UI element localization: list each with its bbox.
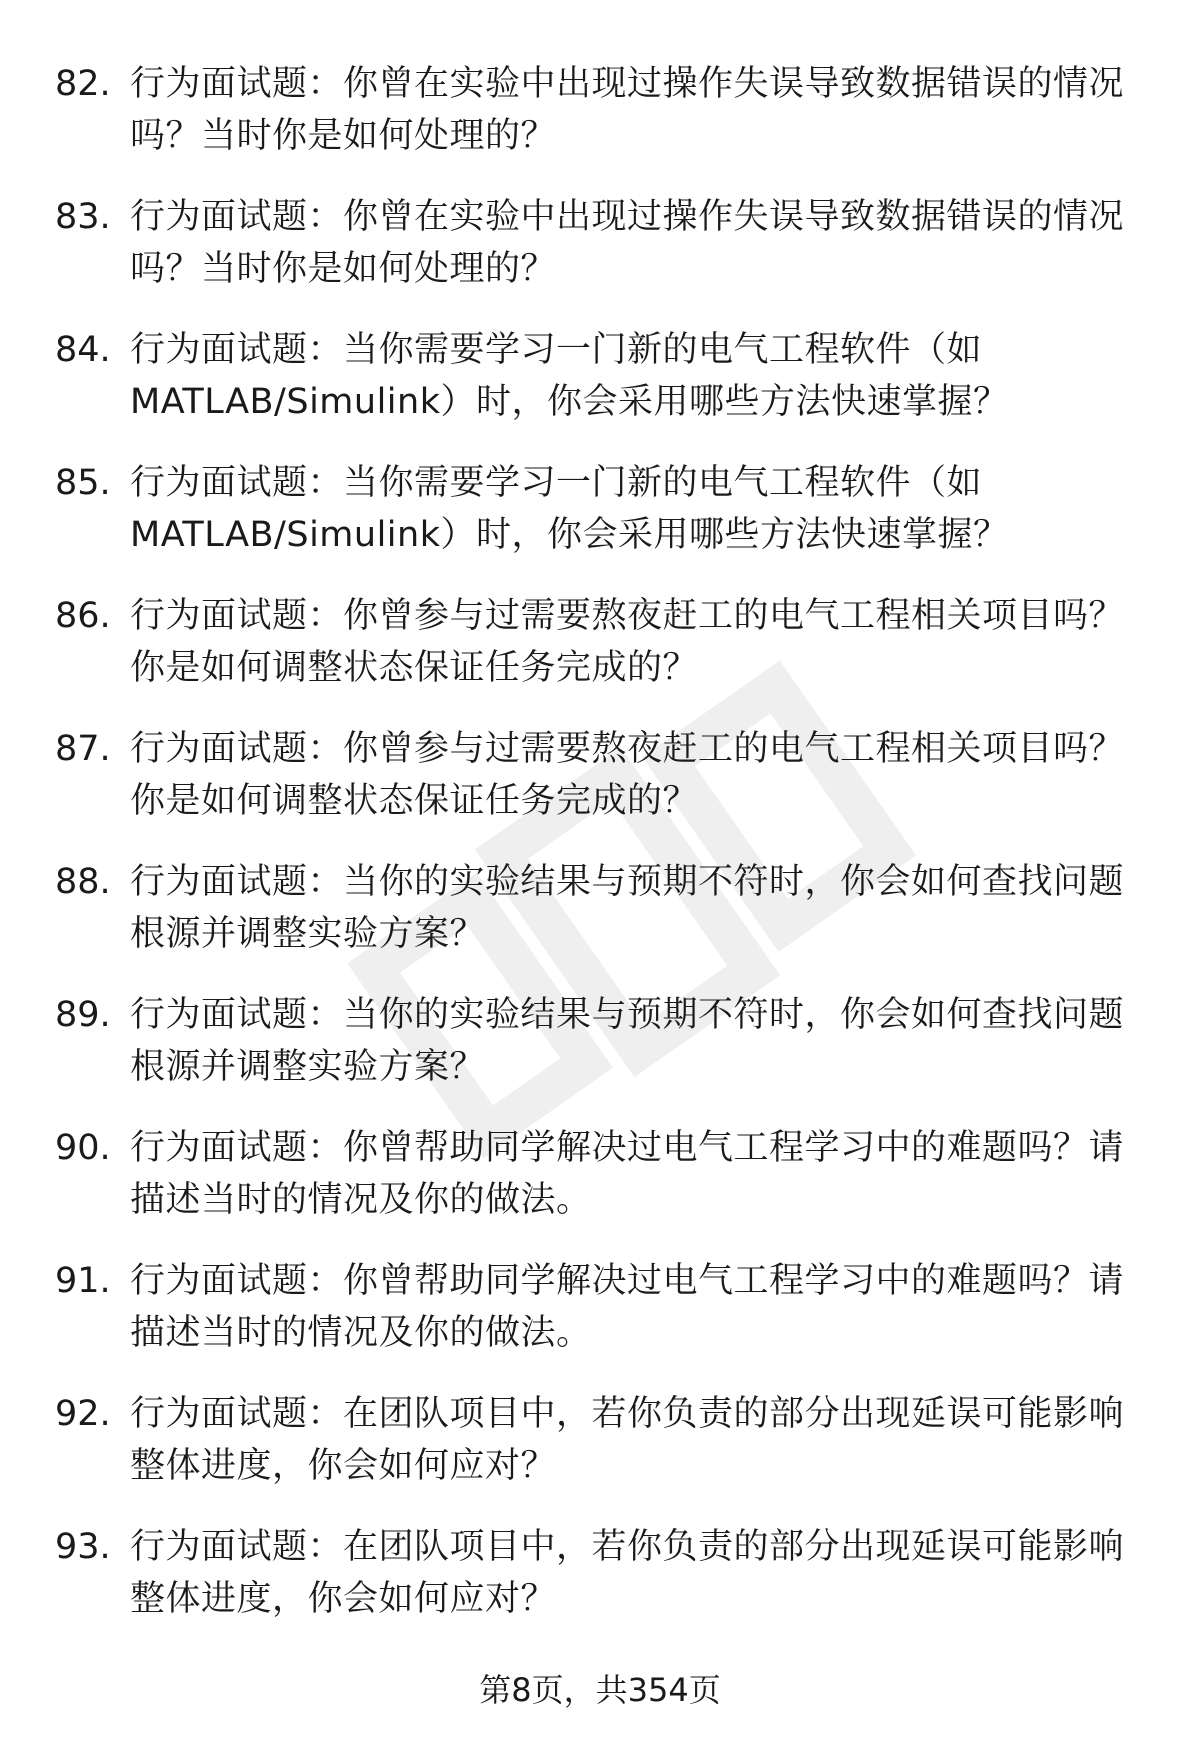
question-text: [130, 1388, 1140, 1492]
question-text-line: MATLAB/Simulink）时，你会采用哪些方法快速掌握？: [130, 515, 1009, 555]
question-number: 84.: [55, 330, 111, 370]
question-text: [130, 58, 1140, 162]
question-text-line: 行为面试题：当你的实验结果与预期不符时，你会如何查找问题: [130, 995, 1125, 1035]
question-item: [0, 58, 1200, 191]
question-text-line: 行为面试题：你曾参与过需要熬夜赶工的电气工程相关项目吗？: [130, 729, 1125, 769]
question-number: 86.: [55, 596, 111, 636]
question-item: [0, 590, 1200, 723]
question-number: 93.: [55, 1527, 111, 1567]
question-text: [130, 191, 1140, 295]
question-text-line: 你是如何调整状态保证任务完成的？: [130, 781, 699, 821]
question-text-line: 描述当时的情况及你的做法。: [130, 1313, 592, 1353]
question-number: 91.: [55, 1261, 111, 1301]
question-text: [130, 989, 1140, 1093]
question-item: [0, 1255, 1200, 1388]
question-item: [0, 324, 1200, 457]
question-number: 83.: [55, 197, 111, 237]
question-item: [0, 1521, 1200, 1654]
question-text-line: 行为面试题：你曾帮助同学解决过电气工程学习中的难题吗？请: [130, 1261, 1125, 1301]
question-number: 87.: [55, 729, 111, 769]
question-text: [130, 457, 1140, 561]
question-item: [0, 1122, 1200, 1255]
question-item: [0, 856, 1200, 989]
question-text-line: 行为面试题：你曾参与过需要熬夜赶工的电气工程相关项目吗？: [130, 596, 1125, 636]
question-number: 82.: [55, 64, 111, 104]
question-text: [130, 324, 1140, 428]
question-text: [130, 590, 1140, 694]
question-text: [130, 1255, 1140, 1359]
question-text-line: 根源并调整实验方案？: [130, 914, 486, 954]
question-text-line: 行为面试题：你曾在实验中出现过操作失误导致数据错误的情况: [130, 197, 1125, 237]
question-item: [0, 723, 1200, 856]
question-number: 90.: [55, 1128, 111, 1168]
question-item: [0, 457, 1200, 590]
question-text-line: 行为面试题：你曾在实验中出现过操作失误导致数据错误的情况: [130, 64, 1125, 104]
question-text-line: 行为面试题：你曾帮助同学解决过电气工程学习中的难题吗？请: [130, 1128, 1125, 1168]
question-text: [130, 723, 1140, 827]
question-text-line: 你是如何调整状态保证任务完成的？: [130, 648, 699, 688]
question-text: [130, 1521, 1140, 1625]
question-text-line: 行为面试题：当你的实验结果与预期不符时，你会如何查找问题: [130, 862, 1125, 902]
question-item: [0, 1388, 1200, 1521]
question-text-line: 描述当时的情况及你的做法。: [130, 1180, 592, 1220]
question-number: 92.: [55, 1394, 111, 1434]
question-text: [130, 856, 1140, 960]
question-list: [0, 58, 1200, 1654]
question-item: [0, 989, 1200, 1122]
page-footer: [0, 1668, 1200, 1712]
question-text-line: MATLAB/Simulink）时，你会采用哪些方法快速掌握？: [130, 382, 1009, 422]
question-text-line: 行为面试题：在团队项目中，若你负责的部分出现延误可能影响: [130, 1527, 1125, 1567]
question-text: [130, 1122, 1140, 1226]
question-text-line: 行为面试题：当你需要学习一门新的电气工程软件（如: [130, 463, 983, 503]
page-indicator: 第8页，共354页: [479, 1671, 721, 1709]
question-text-line: 行为面试题：在团队项目中，若你负责的部分出现延误可能影响: [130, 1394, 1125, 1434]
question-number: 89.: [55, 995, 111, 1035]
question-text-line: 整体进度，你会如何应对？: [130, 1579, 557, 1619]
question-text-line: 根源并调整实验方案？: [130, 1047, 486, 1087]
question-number: 85.: [55, 463, 111, 503]
question-text-line: 吗？当时你是如何处理的？: [130, 116, 557, 156]
question-text-line: 整体进度，你会如何应对？: [130, 1446, 557, 1486]
question-item: [0, 191, 1200, 324]
question-number: 88.: [55, 862, 111, 902]
question-text-line: 行为面试题：当你需要学习一门新的电气工程软件（如: [130, 330, 983, 370]
question-text-line: 吗？当时你是如何处理的？: [130, 249, 557, 289]
